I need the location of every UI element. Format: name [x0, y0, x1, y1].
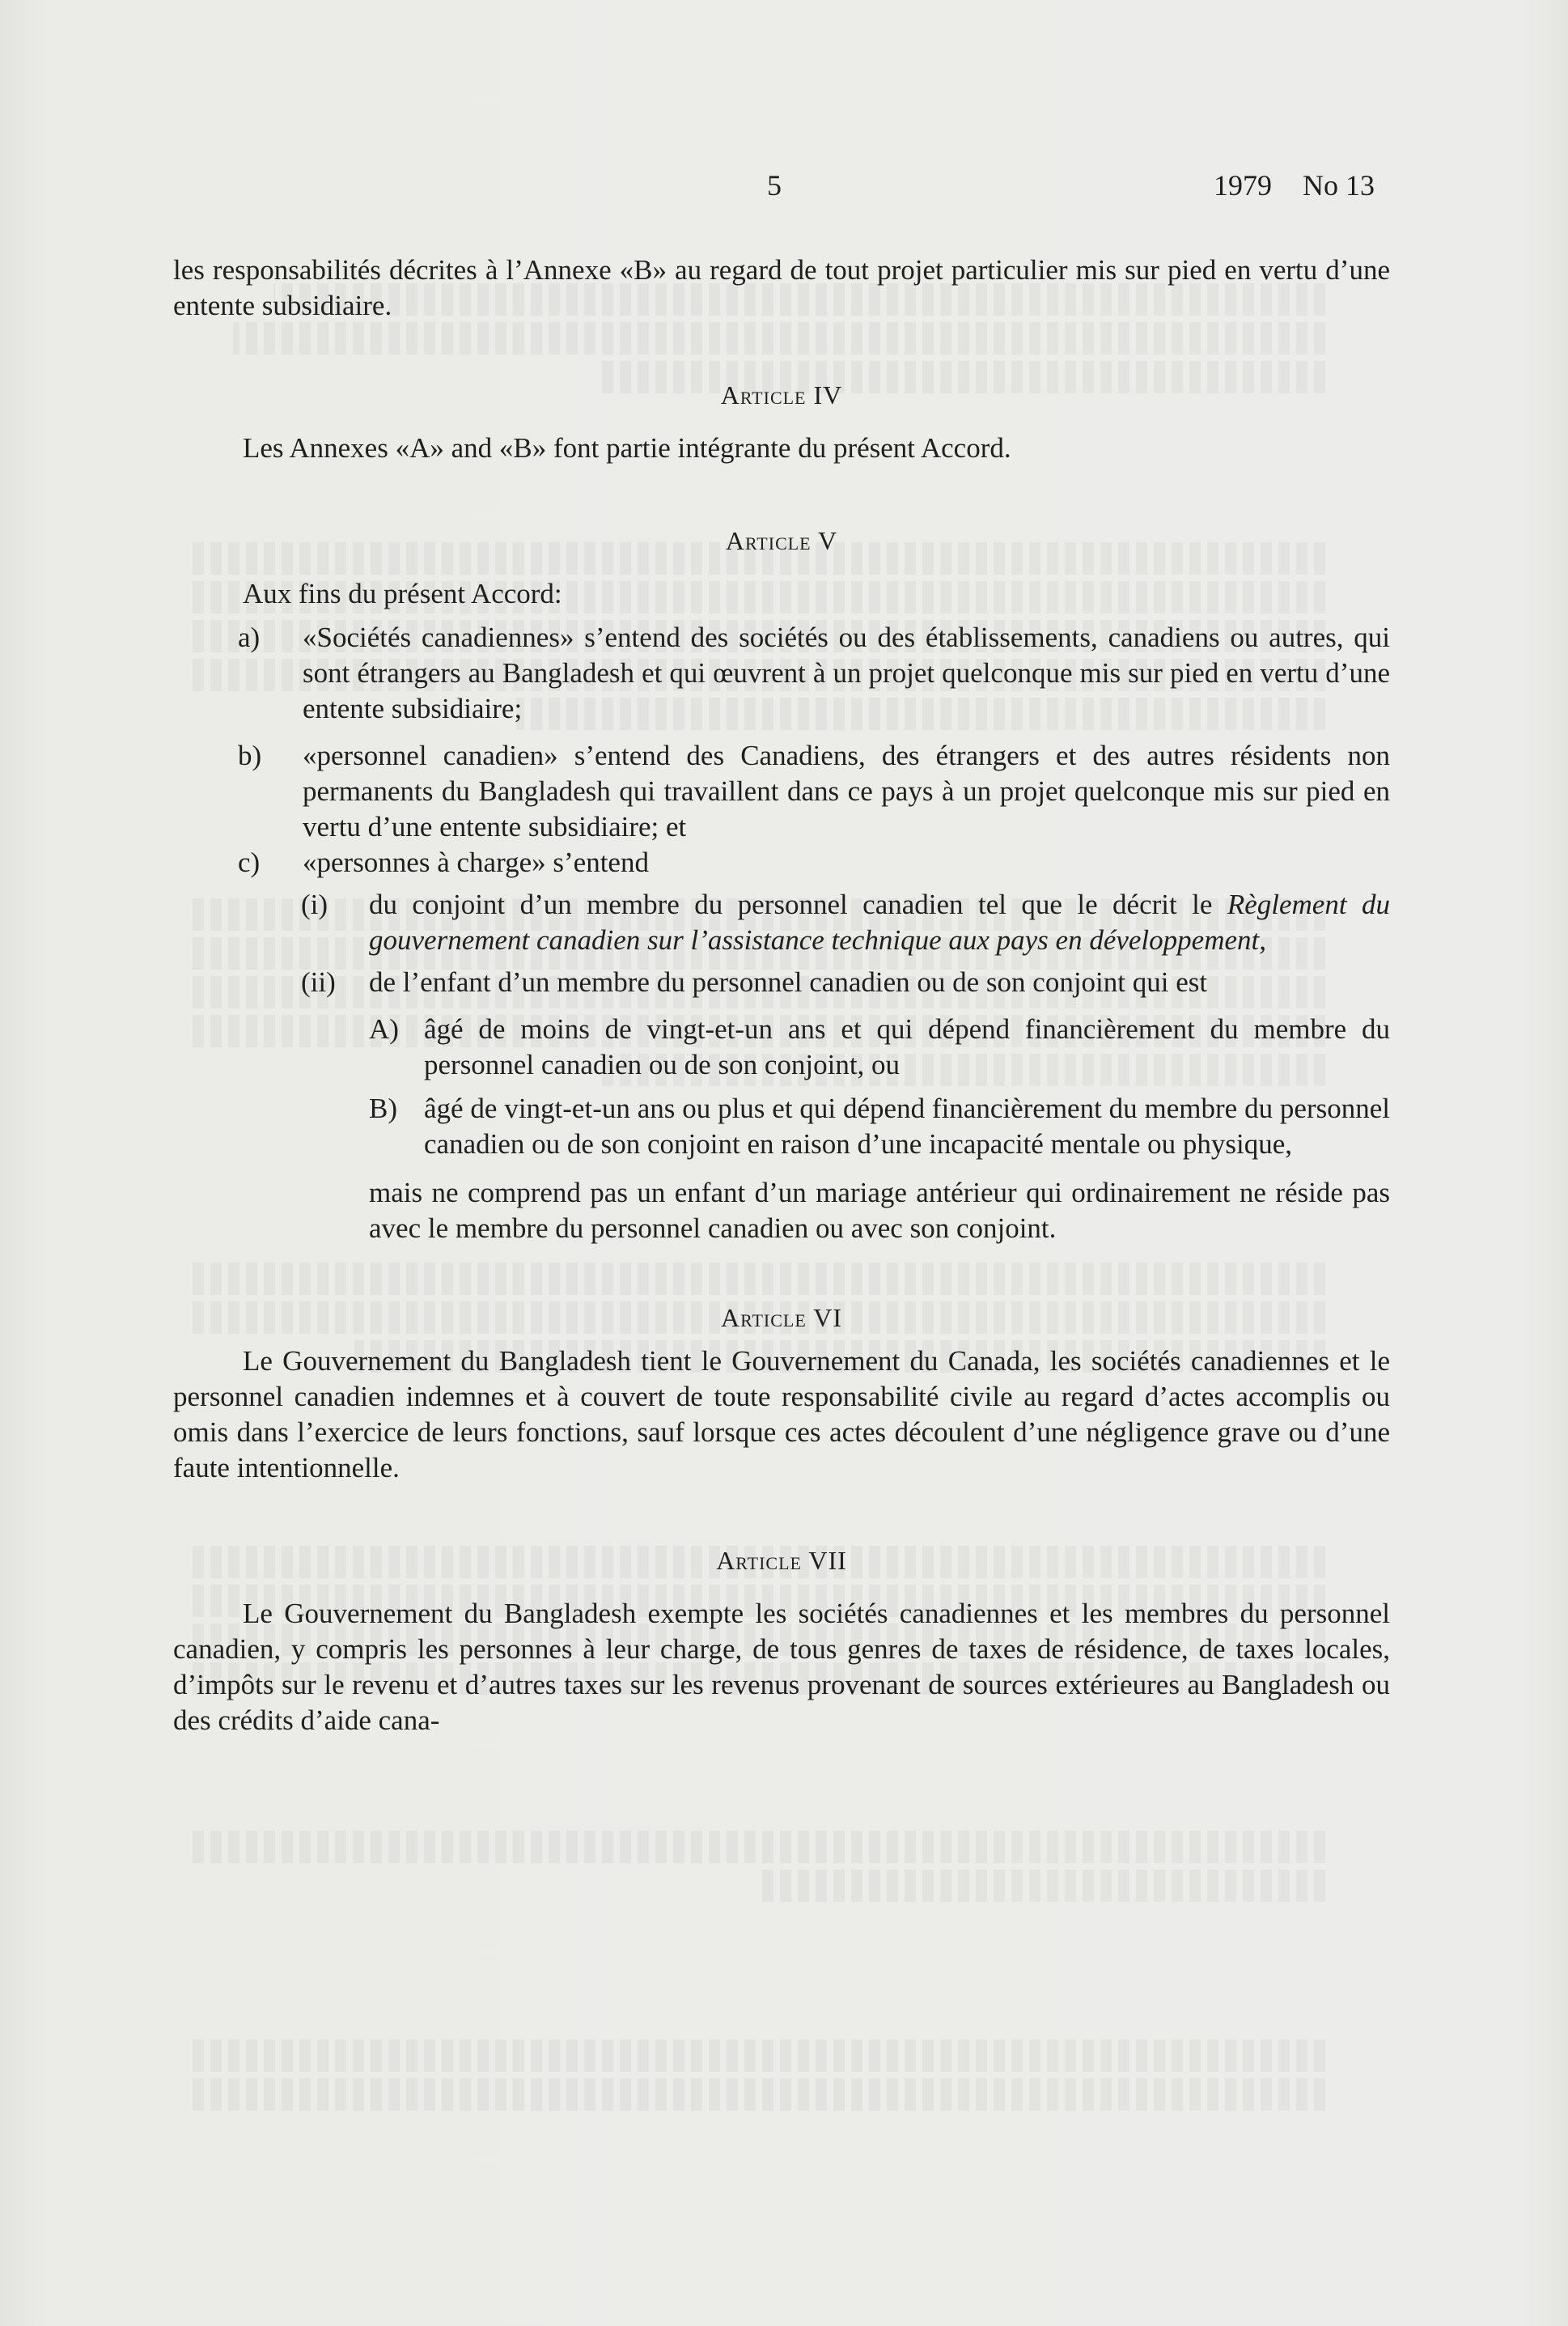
page-header — [0, 168, 1568, 204]
item-text — [369, 887, 1390, 958]
document-body — [173, 253, 1390, 1738]
article-4-heading: Article IV — [720, 380, 843, 410]
item-label: c) — [238, 847, 261, 878]
item-text: «personnel canadien» s’entend des Canadiens, des étrangers et des autres résidents non permanents du Bangladesh qui travaillent dans ce pays à un projet quelconque mis sur pied en vertu d’une entente subsidiaire; et — [303, 740, 1390, 843]
definition-b — [173, 738, 1390, 845]
item-text: «personnes à charge» s’entend — [303, 847, 649, 878]
item-label: B) — [369, 1093, 397, 1124]
item-text: âgé de vingt-et-un ans ou plus et qui dépend financièrement du membre du personnel canadien ou de son conjoint en raison d’une incapacité mentale ou physique, — [424, 1093, 1390, 1160]
article-7-heading: Article VII — [716, 1546, 847, 1575]
article-5-lead: Aux fins du présent Accord: — [243, 578, 562, 609]
sub-item-i — [173, 887, 1390, 958]
year: 1979 — [1214, 169, 1272, 202]
article-5-heading: Article V — [725, 526, 838, 555]
sub-item-A — [173, 1012, 1390, 1083]
article-7-text: Le Gouvernement du Bangladesh exempte les sociétés canadiennes et les membres du personnel canadien, y compris les personnes à leur charge, de tous genres de taxes de résidence, de taxes locales, d’impôts sur le revenu et d’autres taxes sur les revenus provenant de sources extérieures au Bangladesh ou des crédits d’aide cana- — [173, 1598, 1390, 1736]
sub-item-ii — [173, 965, 1390, 1000]
item-label: (i) — [301, 889, 328, 920]
intro-paragraph: les responsabilités décrites à l’Annexe «B» au regard de tout projet particulier mis sur pied en vertu d’une entente subsidiaire. — [173, 254, 1390, 321]
item-text: âgé de moins de vingt-et-un ans et qui dépend financièrement du membre du personnel canadien ou de son conjoint, ou — [424, 1013, 1390, 1080]
item-label: b) — [238, 740, 262, 771]
sub-item-B — [173, 1091, 1390, 1162]
regulation-title: Règlement du gouvernement canadien sur l’assistance technique aux pays en développement, — [369, 889, 1390, 956]
item-label: a) — [238, 622, 261, 653]
definition-a — [173, 620, 1390, 727]
item-label: (ii) — [301, 966, 336, 998]
item-text: «Sociétés canadiennes» s’entend des sociétés ou des établissements, canadiens ou autres, qui sont étrangers au Bangladesh et qui œuvrent à un projet quelconque mis sur pied en vertu d’une entente subsidiaire; — [303, 622, 1390, 724]
page-number: 5 — [767, 169, 782, 202]
item-text: de l’enfant d’un membre du personnel canadien ou de son conjoint qui est — [369, 966, 1208, 998]
document-number: No 13 — [1303, 169, 1375, 202]
sub-item-i-text: du conjoint d’un membre du personnel canadien tel que le décrit le — [369, 889, 1213, 920]
article-6-heading: Article VI — [721, 1303, 842, 1332]
item-label: A) — [369, 1013, 399, 1045]
definition-c — [173, 845, 1390, 881]
dependants-exclusion: mais ne comprend pas un enfant d’un mariage antérieur qui ordinairement ne réside pas avec le membre du personnel canadien ou avec son conjoint. — [369, 1177, 1390, 1244]
article-4-text: Les Annexes «A» and «B» font partie intégrante du présent Accord. — [243, 432, 1011, 464]
article-6-text: Le Gouvernement du Bangladesh tient le Gouvernement du Canada, les sociétés canadiennes et le personnel canadien indemnes et à couvert de toute responsabilité civile au regard d’actes accomplis ou omis dans l’exercice de leurs fonctions, sauf lorsque ces actes découlent d’une négligence grave ou d’une faute intentionnelle. — [173, 1345, 1390, 1483]
